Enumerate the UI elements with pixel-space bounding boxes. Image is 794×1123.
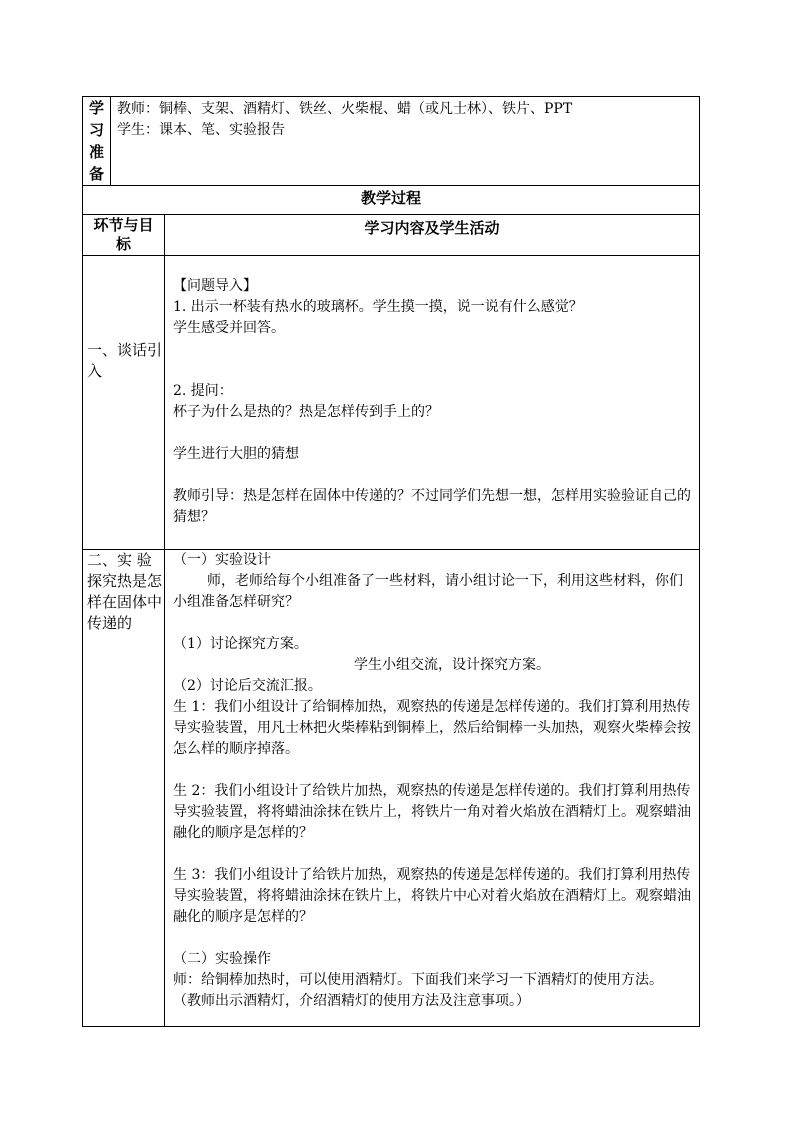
prep-student: 学生：课本、笔、实验报告 (117, 122, 285, 138)
part1-stage (83, 256, 165, 550)
part2-design-text: 师，老师给每个小组准备了一些材料，请小组讨论一下，利用这些材料，你们小组准备怎样研究？ (173, 573, 683, 610)
header-row (83, 215, 700, 256)
part2-s1: 生 1：我们小组设计了给铜棒加热，观察热的传递是怎样传递的。我们打算利用热传导实验装置，用凡士林把火柴棒粘到铜棒上，然后给铜棒一头加热，观察火柴棒会按怎么样的顺序掉落。 (173, 699, 691, 757)
prep-label (83, 97, 111, 186)
part2-discuss2: （2）讨论后交流汇报。 (173, 678, 322, 694)
part2-discuss1-student: 学生小组交流，设计探究方案。 (354, 657, 550, 673)
part1-q1: 1. 出示一杯装有热水的玻璃杯。学生摸一摸，说一说有什么感觉？ (173, 299, 583, 315)
part2-discuss1: （1）讨论探究方案。 (173, 636, 308, 652)
part1-stage-label: 一、谈话引入 (87, 341, 163, 380)
part2-stage-label: 二、实 验探究热是怎样在固体中传递的 (87, 551, 163, 632)
part2-s3: 生 3：我们小组设计了给铁片加热，观察热的传递是怎样传递的。我们打算利用热传导实验装置，将将蜡油涂抹在铁片上，将铁片中心对着火焰放在酒精灯上。观察蜡油融化的顺序是怎样的？ (173, 867, 691, 925)
part2-op-text: 师：给铜棒加热时，可以使用酒精灯。下面我们来学习一下酒精灯的使用方法。 (173, 972, 663, 988)
part1-a1: 学生感受并回答。 (173, 320, 285, 336)
part2-op-heading: （二）实验操作 (173, 951, 271, 967)
prep-label-char: 准 (88, 143, 104, 161)
header-content: 学习内容及学生活动 (165, 215, 700, 256)
prep-teacher: 教师：铜棒、支架、酒精灯、铁丝、火柴棍、蜡（或凡士林）、铁片、PPT (117, 101, 573, 117)
part1-q2b: 杯子为什么是热的？热是怎样传到手上的？ (173, 404, 439, 420)
part2-s2: 生 2：我们小组设计了给铁片加热，观察热的传递是怎样传递的。我们打算利用热传导实验装置，将将蜡油涂抹在铁片上，将铁片一角对着火焰放在酒精灯上。观察蜡油融化的顺序是怎样的？ (173, 783, 691, 841)
part1-guide: 教师引导：热是怎样在固体中传递的？不过同学们先想一想，怎样用实验验证自己的猜想？ (173, 488, 691, 525)
lesson-plan-table (82, 96, 700, 1027)
part2-stage (83, 550, 165, 1027)
header-stage (83, 215, 165, 256)
part2-op-note: （教师出示酒精灯，介绍酒精灯的使用方法及注意事项。） (173, 993, 530, 1009)
prep-row (83, 97, 700, 186)
part1-row (83, 256, 700, 550)
prep-content (111, 97, 700, 186)
header-stage-label: 环节与目标 (93, 216, 154, 253)
part1-content (165, 256, 700, 550)
part1-q2: 2. 提问： (173, 383, 233, 399)
part2-design-heading: （一）实验设计 (173, 552, 271, 568)
part1-guess: 学生进行大胆的猜想 (173, 446, 299, 462)
section-title: 教学过程 (83, 186, 700, 215)
prep-label-char: 学 (88, 99, 104, 117)
prep-label-char: 习 (88, 121, 104, 139)
part2-row (83, 550, 700, 1027)
part1-heading: 【问题导入】 (173, 278, 257, 294)
prep-label-char: 备 (88, 165, 104, 183)
section-title-row (83, 186, 700, 215)
part2-content (165, 550, 700, 1027)
